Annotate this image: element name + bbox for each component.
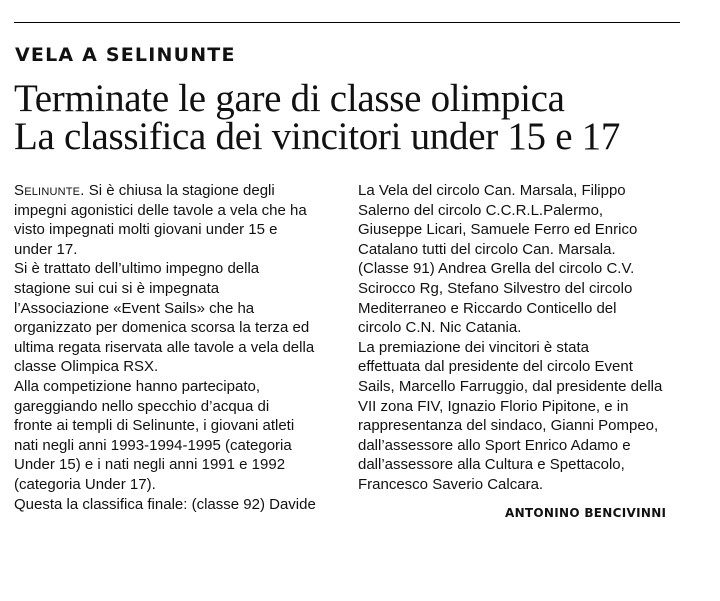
body-line: l’Associazione «Event Sails» che ha [14,299,255,317]
body-line: Scirocco Rg, Stefano Silvestro del circolo [358,279,633,297]
body-line: Si è trattato dell’ultimo impegno della [14,260,260,278]
author-byline: ANTONINO BENCIVINNI [505,506,667,520]
body-line: La premiazione dei vincitori è stata [358,338,589,356]
body-line: Alla competizione hanno partecipato, [14,377,260,395]
body-line: Giuseppe Licari, Samuele Ferro ed Enrico [358,221,638,239]
body-line: under 17. [14,240,78,258]
body-line: circolo C.N. Nic Catania. [358,319,522,337]
body-line: nati negli anni 1993-1994-1995 (categoria [14,436,292,454]
body-line: La Vela del circolo Can. Marsala, Filippo [358,182,626,199]
body-line: dall’assessore alla Cultura e Spettacolo, [358,456,625,474]
body-line: (Classe 91) Andrea Grella del circolo C.V. [358,260,635,278]
body-line: gareggiando nello specchio d’acqua di [14,397,270,415]
body-line: fronte ai templi di Selinunte, i giovani atleti [14,417,295,435]
headline-line: Terminate le gare di classe olimpica [14,77,565,120]
body-line-text: Si è chiusa la stagione degli [84,182,275,199]
body-line: stagione sui cui si è impegnata [14,279,220,297]
body-line [14,181,349,201]
body-line: Catalano tutti del circolo Can. Marsala. [358,240,616,258]
body-line: Salerno del circolo C.C.R.L.Palermo, [358,201,604,219]
body-line: (categoria Under 17). [14,475,156,493]
body-line: Mediterraneo e Riccardo Conticello del [358,299,617,317]
body-line: effettuata dal presidente del circolo Event [358,358,633,376]
body-line: dall’assessore allo Sport Enrico Adamo e [358,436,631,454]
kicker: VELA A SELINUNTE [15,44,236,66]
body-line: Questa la classifica finale: (classe 92) Davide [14,495,316,513]
body-line: Sails, Marcello Farruggio, dal presidente della [358,377,663,395]
headline-line: La classifica dei vincitori under 15 e 17 [14,115,621,158]
body-line: visto impegnati molti giovani under 15 e [14,221,278,239]
body-column-left [14,181,349,514]
body-line: organizzato per domenica scorsa la terza ed [14,319,310,337]
body-line: classe Olimpica RSX. [14,358,159,376]
dateline: Selinunte. [14,182,85,199]
body-line: ultima regata riservata alle tavole a vela della [14,338,315,356]
body-line: impegni agonistici delle tavole a vela che ha [14,201,307,219]
body-line: rappresentanza del sindaco, Gianni Pompeo, [358,417,659,435]
body-line: Francesco Saverio Calcara. [358,475,544,493]
top-rule [14,22,680,23]
headline [14,77,704,158]
body-column-right [358,181,688,495]
body-line: Under 15) e i nati negli anni 1991 e 1992 [14,456,286,474]
body-line: VII zona FIV, Ignazio Florio Pipitone, e in [358,397,629,415]
